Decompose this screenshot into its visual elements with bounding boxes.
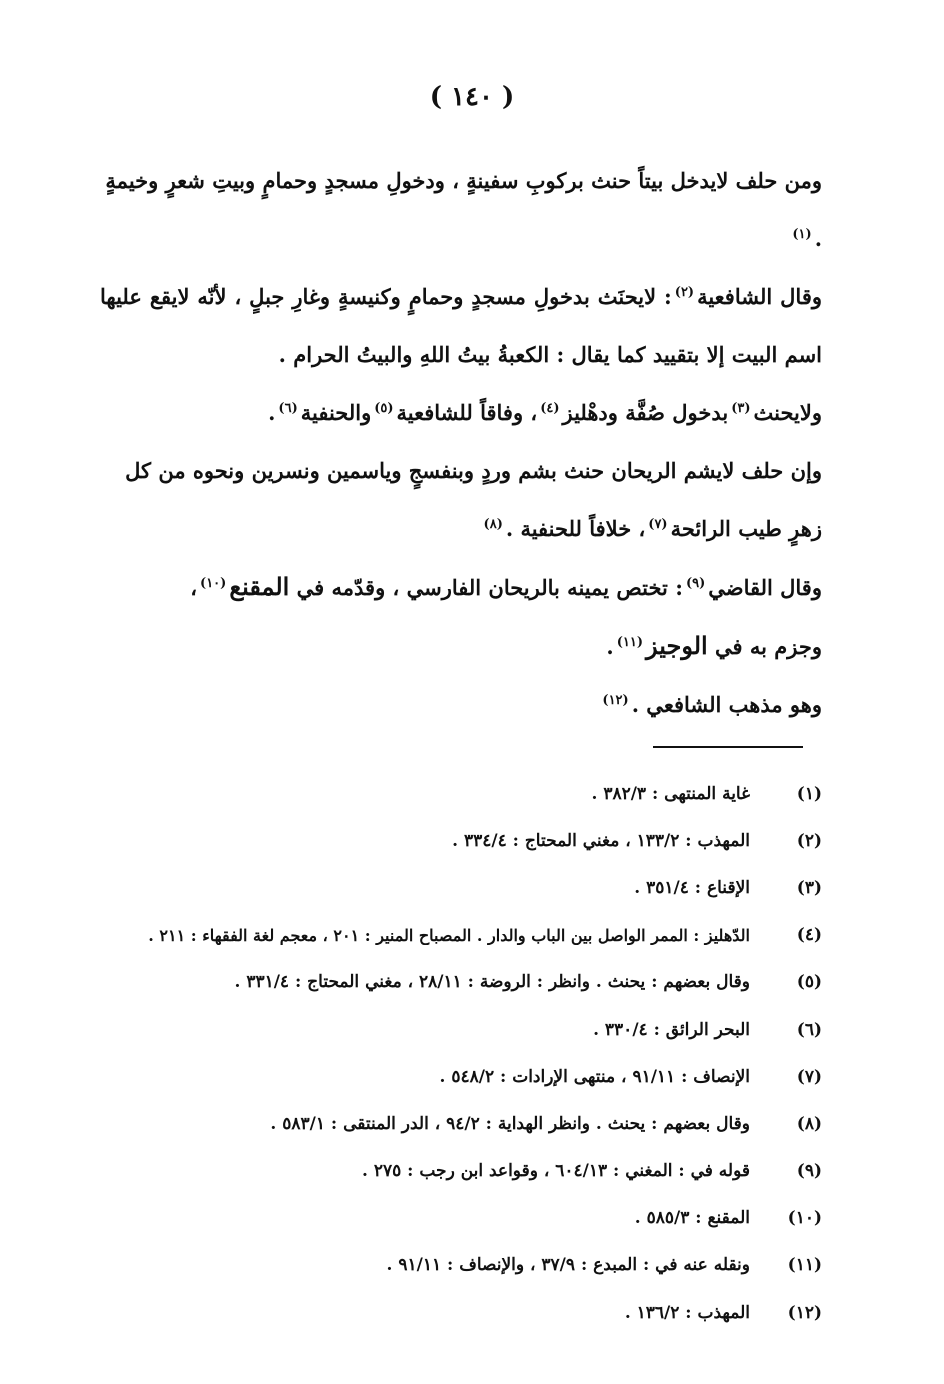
footnote-ref-7[interactable]: (٧) xyxy=(648,517,668,532)
footnote-ref-1[interactable]: (١) xyxy=(792,227,812,242)
footnote-number: (٦) xyxy=(796,1019,822,1040)
footnote-ref-11[interactable]: (١١) xyxy=(616,635,643,650)
footnote-ref-12[interactable]: (١٢) xyxy=(602,693,629,708)
footnote-text: المهذب : ١٣٣/٢ ، مغني المحتاج : ٣٣٤/٤ . xyxy=(452,830,750,851)
footnote-ref-5[interactable]: (٥) xyxy=(374,401,394,416)
footnote-text: غاية المنتهى : ٣٨٢/٣ . xyxy=(591,783,750,804)
footnote-8 xyxy=(100,1100,822,1147)
footnote-number: (١١) xyxy=(787,1255,822,1276)
page-number: ( ١٤٠ ) xyxy=(429,82,515,112)
footnote-12 xyxy=(100,1289,822,1336)
footnote-number: (٢) xyxy=(796,830,822,851)
paragraph-5: وقال القاضي$^{(٩)}$: تختص يمينه بالريحان الفارسي ، وقدّمه في المقنع$^{(١٠)}$، xyxy=(190,572,822,601)
paragraph-3: ولايحنث$^{(٣)}$بدخول صُفَّة ودهْليز$^{(٤)}$، وفاقاً للشافعية$^{(٥)}$والحنفية$^{(٦)}$. xyxy=(268,400,822,425)
footnote-number: (١٠) xyxy=(787,1208,822,1229)
footnote-9 xyxy=(100,1148,822,1195)
footnote-number: (٥) xyxy=(796,972,822,993)
footnote-text: وقال بعضهم : يحنث . وانظر : الروضة : ٢٨/١١ ، مغني المحتاج : ٣٣١/٤ . xyxy=(234,972,750,993)
footnote-11 xyxy=(100,1242,822,1289)
footnote-2 xyxy=(100,817,822,864)
footnote-1 xyxy=(100,770,822,817)
footnote-number: (٣) xyxy=(796,877,822,898)
footnote-ref-9[interactable]: (٩) xyxy=(685,576,706,591)
footnote-ref-4[interactable]: (٤) xyxy=(540,401,560,416)
footnote-number: (٤) xyxy=(796,925,822,946)
footnote-text: البحر الرائق : ٣٣٠/٤ . xyxy=(593,1019,750,1040)
footnote-ref-6[interactable]: (٦) xyxy=(278,401,298,416)
footnote-text: قوله في : المغني : ٦٠٤/١٣ ، وقواعد ابن رجب : ٢٧٥ . xyxy=(362,1161,750,1182)
footnote-4 xyxy=(100,912,822,959)
footnote-text: وقال بعضهم : يحنث . وانظر الهداية : ٩٤/٢ ، الدر المنتقى : ٥٨٣/١ . xyxy=(270,1113,750,1134)
paragraph-1: ومن حلف لايدخل بيتاً حنث بركوبِ سفينةٍ ، ودخولِ مسجدٍ وحمامٍ وبيتِ شعرٍ وخيمةٍ .$^{(١)}$ xyxy=(105,168,822,251)
footnote-text: الدّهليز : الممر الواصل بين الباب والدار . المصباح المنير : ٢٠١ ، معجم لغة الفقهاء : ٢١١ . xyxy=(148,925,750,945)
footnote-number: (١) xyxy=(796,783,822,804)
footnote-number: (٩) xyxy=(796,1161,822,1182)
footnote-text: ونقله عنه في : المبدع : ٣٧/٩ ، والإنصاف : ٩١/١١ . xyxy=(386,1255,750,1276)
paragraph-4: وإن حلف لايشم الريحان حنث بشم وردٍ وبنفسجٍ وياسمين ونسرين ونحوه من كل زهرٍ طيب الرائحة$^{(٧)}$، خلافاً للحنفية .$^{(٨)}$ xyxy=(125,458,822,541)
footnote-text: المهذب : ١٣٦/٢ . xyxy=(624,1302,750,1323)
book-title-wajiz: الوجيز xyxy=(646,631,708,660)
paragraph-6: وجزم به في الوجيز$^{(١١)}$. xyxy=(606,631,822,660)
book-title-muqni: المقنع xyxy=(229,572,290,601)
footnote-ref-3[interactable]: (٣) xyxy=(731,401,751,416)
main-text xyxy=(100,152,822,734)
footnote-number: (٧) xyxy=(796,1066,822,1087)
footnote-6 xyxy=(100,1006,822,1053)
paragraph-2: وقال الشافعية$^{(٢)}$: لايحنَث بدخولِ مسجدٍ وحمامٍ وكنيسةٍ وغارِ جبلٍ ، لأنّه لايقع عليها اسم البيت إلا بتقييد كما يقال : الكعبةُ بيتُ اللهِ والبيتُ الحرام . xyxy=(100,284,822,367)
footnote-ref-8[interactable]: (٨) xyxy=(483,517,503,532)
footnote-3 xyxy=(100,864,822,911)
footnote-7 xyxy=(100,1053,822,1100)
footnote-text: الإنصاف : ٩١/١١ ، منتهى الإرادات : ٥٤٨/٢ . xyxy=(439,1066,750,1087)
footnote-separator xyxy=(653,746,803,748)
footnote-ref-10[interactable]: (١٠) xyxy=(200,576,227,591)
footnote-number: (١٢) xyxy=(787,1302,822,1323)
paragraph-7: وهو مذهب الشافعي .$^{(١٢)}$ xyxy=(602,692,822,717)
footnote-text: الإقناع : ٣٥١/٤ . xyxy=(634,877,750,898)
footnote-ref-2[interactable]: (٢) xyxy=(674,285,695,300)
footnote-text: المقنع : ٥٨٥/٣ . xyxy=(634,1208,750,1229)
footnote-10 xyxy=(100,1195,822,1242)
footnote-5 xyxy=(100,959,822,1006)
footnote-number: (٨) xyxy=(796,1113,822,1134)
footnotes xyxy=(100,770,822,1336)
